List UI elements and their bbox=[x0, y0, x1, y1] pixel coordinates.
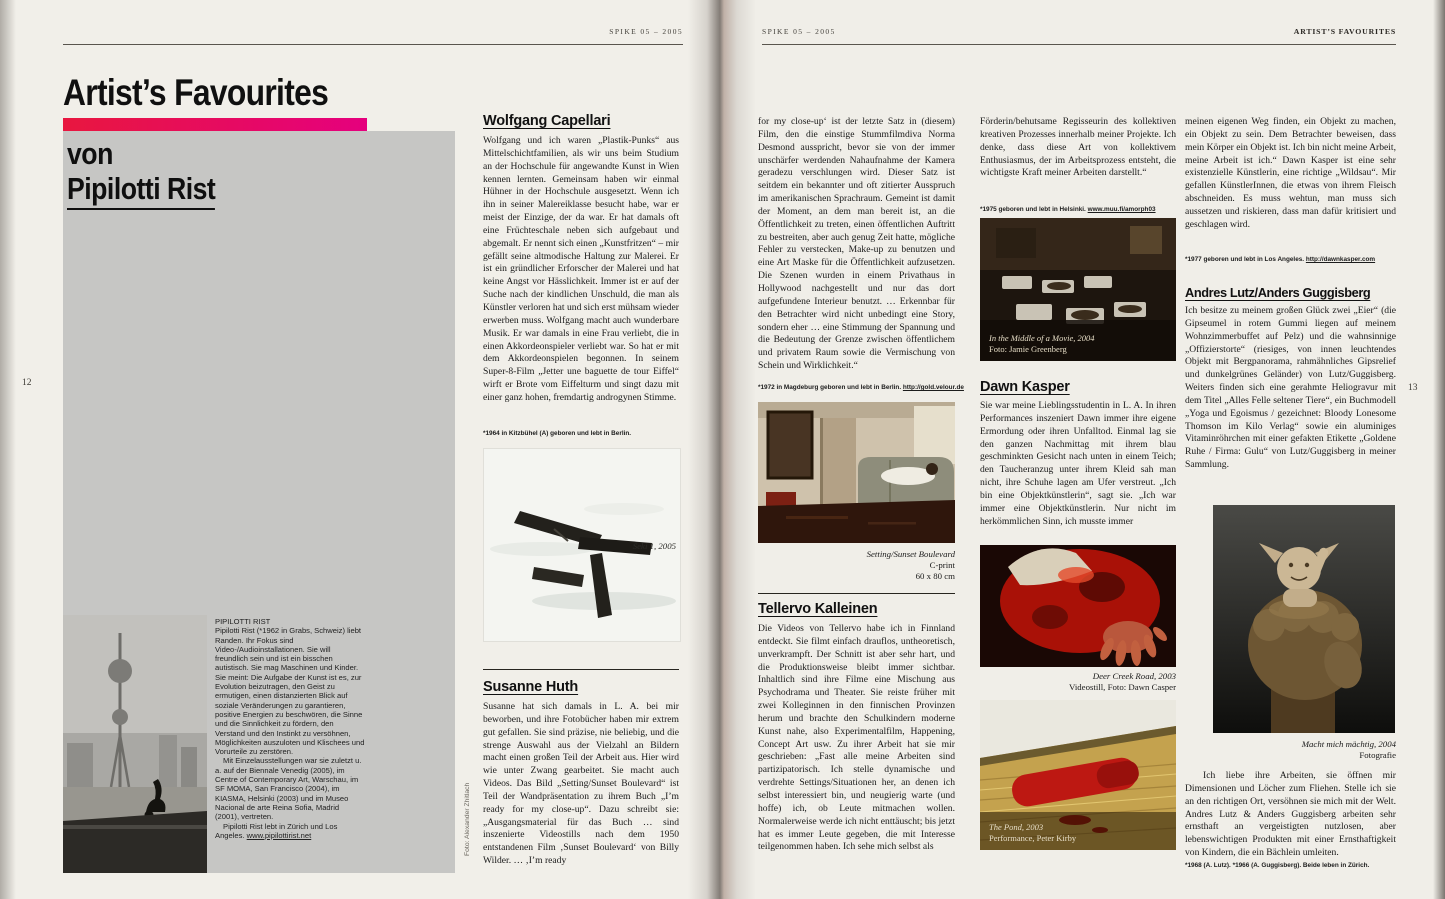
text-huth: Susanne hat sich damals in L. A. bei mir beworben, und ihre Fotobücher haben mir extrem gut gefallen. Sie sind präzise, nie beliebig, und die strenge Auswahl aus der Vielzahl an Bildern macht einen großen Teil der Arbeit aus. Hier wird wie unter Zwang gearbeitet. Sie macht auch Videos. Das Bild „Setting/Sunset Boulevard“ ist Teil der Wandpräsentation zu ihrem Buch „I’m ready for my close-up“. Dazu schreibt sie: „Ausgangsmaterial für das Buch … sind inszenierte Videostills nach dem 1950 entstandenen Film ‚Sunset Boulevard‘ von Billy Wilder. … ‚I’m ready bbox=[483, 701, 679, 867]
caption-deer-credit: Videostill, Foto: Dawn Casper bbox=[1069, 682, 1176, 692]
sculpture-illustration bbox=[1213, 505, 1395, 733]
caption-sculpture-title: Macht mich mächtig, 2004 bbox=[1301, 739, 1396, 749]
heading-tellervo-kalleinen: Tellervo Kalleinen bbox=[758, 601, 878, 617]
footnote-kasper-text: *1977 geboren und lebt in Los Angeles. bbox=[1185, 256, 1306, 263]
bio-paragraph-2: Mit Einzelausstellungen war sie zuletzt u. a. auf der Biennale Venedig (2005), im Centre of Contemporary Art, Warschau, im SF MOMA, San Francisco (2004), im KIASMA, Helsinki (2003) und im Museo Nacional de arte Reina Sofia, Madrid (2001), vertreten. bbox=[215, 756, 362, 822]
link-kasper-website[interactable]: http://dawnkasper.com bbox=[1305, 256, 1376, 263]
photo-seki bbox=[483, 448, 681, 642]
byline bbox=[67, 136, 215, 210]
text-kasper: Sie war meine Lieblingsstudentin in L. A. In ihren Performances inszeniert Dawn immer ihre eigene Ermordung oder ihren Unfalltod. Einmal lag sie den ganzen Nachmittag mit ihrem blau geschminkten Gesicht nach unten in einem Teich; den Taucheranzug unter ihrem Kleid sah man nicht, ihre Schuhe lagen am Ufer verstreut. „Ich bin eine Objektkünstlerin“, sagt sie. „Ich war immer eine Objektkünstlerin. Nur nicht im herkömmlichen Sinn, ich musste immer bbox=[980, 400, 1176, 527]
bio-paragraph-1: Pipilotti Rist (*1962 in Grabs, Schweiz) liebt Randen. Ihr Fokus sind Video-/Audioinstallationen. Sie will freundlich sein und ist ein bisschen autistisch. Sie mag Maschinen und Kinder. Sie meint: Die Aufgabe der Kunst ist es, zur Evolution beizutragen, den Geist zu ermutigen, einen distanzierten Blick auf soziale Veränderungen zu garantieren, positive Energien zu beschwören, die Sinne und die Sinnlichkeit zu fördern, den Verstand und den Instinkt zu versöhnen, Möglichkeiten auszuloten und Klischees und Vorurteile zu zerstören. bbox=[215, 626, 365, 757]
photo-pipilotti-portrait bbox=[63, 615, 207, 873]
photo-sunset-boulevard bbox=[758, 402, 955, 543]
portrait-illustration bbox=[63, 615, 207, 873]
caption-pond-credit: Performance, Peter Kirby bbox=[989, 832, 1077, 843]
bio-website-link[interactable]: www.pipilottirist.net bbox=[246, 830, 312, 840]
caption-pond bbox=[989, 822, 1076, 843]
photo-credit-vertical: Foto: Alexander Zhitlach bbox=[464, 782, 471, 856]
header-rule-left bbox=[63, 44, 683, 45]
caption-sculpture bbox=[1185, 739, 1396, 761]
link-kalleinen-website[interactable]: www.muu.fi/amorph03 bbox=[1087, 206, 1156, 213]
running-head-right: SPIKE 05 – 2005 bbox=[762, 27, 836, 36]
bio-heading: PIPILOTTI RIST bbox=[215, 617, 271, 626]
caption-seki: Seki 1, 2005 bbox=[632, 541, 676, 551]
caption-deer-creek bbox=[980, 671, 1176, 693]
byline-name-row bbox=[67, 171, 215, 210]
heading-wolfgang-capellari: Wolfgang Capellari bbox=[483, 113, 611, 129]
text-kalleinen: Die Videos von Tellervo habe ich in Finnland entdeckt. Sie filmt einfach drauflos, untheoretisch, unverkrampft. Der Schnitt ist aber sehr hart, und die Produktionsweise bleibt immer sichtbar. Inhaltlich sind ihre Filme eine Mischung aus Psychodrama und Theater. Sie reiste früher mit zwei Kolleginnen in den finnischen Provinzen herum und brachte den Schulkindern moderne Kunst nahe, also Experimentalfilm, Happening, Concept Art usw. Zu ihrer Arbeit hat sie mir geschrieben: „Fast alle meine Arbeiten sind partizipatorisch. Ich stelle dynamische und verdrehte Settings/Situationen her, an denen ich selbst interessiert bin, und neugierig warte (und hoffe) ich, ob Leute mitmachen wollen. Normalerweise werde ich nicht enttäuscht; bis jetzt hat es immer Leute gegeben, die mit Interesse teilgenommen haben. Ich sehe mich selbst als bbox=[758, 623, 955, 853]
heading-dawn-kasper: Dawn Kasper bbox=[980, 379, 1070, 395]
heading-susanne-huth: Susanne Huth bbox=[483, 679, 579, 695]
text-capellari: Wolfgang und ich waren „Plastik-Punks“ aus Mittelschichtfamilien, als wir uns beim Studium an der Hochschule für angewandte Kunst in Wien kennen lernten. Gemeinsam haben wir einmal Hühner in der Hochschule ausgesetzt. Wenn ich ihn in seiner Malereiklasse besucht habe, war er meist der Einzige, der da war. Er hat damals oft eine Früchteschale neben sich aufgebaut und abgemalt. Er nennt sich einen „Kunstfritzen“ – mir gefällt seine altmodische Haltung zur Malerei. Er ist ein gründlicher Erforscher der Malerei und hat keine Angst vor Hässlichkeit. Immer ist er auf der Suche nach der kindlichen Unschuld, die man als Künstler verloren hat und sich erst mühsam wieder erwerben muss. Wolfgang macht auch wunderbare Musik. Er war damals in eine Frau verliebt, die in einen Akkordeonspieler verliebt war. So hat er mit dem Akkordeonspielen begonnen. In seinem Super-8-Film „Jetter une baguette de tour Eiffel“ wirft er Brote vom Eiffelturm und singt dazu mit einer ganz hohen, fremdartig androgynen Stimme. bbox=[483, 135, 679, 403]
caption-sunset-boulevard bbox=[758, 549, 955, 582]
caption-sunset-medium: C-print bbox=[929, 560, 955, 570]
text-huth-continued: for my close-up‘ ist der letzte Satz in (diesem) Film, den die einstige Stummfilmdiva Norma Desmond ausspricht, bevor sie von der immer unschärfer werdenden Nahaufnahme der Kamera geradezu verschlungen wird. Dieser Satz ist seitdem ein bekannter und oft zitierter Ausspruch im amerikanischen Sprachraum. Gemeint ist damit der Moment, an dem man bereit ist, an die Öffentlichkeit zu treten, einen öffentlichen Auftritt zu bestreiten, aber auch genug Zeit hatte, mögliche Fehler zu verstecken, Make-up zu benutzen und eine Art Maske für die Öffentlichkeit aufzusetzen. Die Szenen wurden in einem Privathaus in Hollywood nachgestellt und nur das dort aufgefundene Interieur benutzt. … Erkennbar für den Betrachter wird nicht unbedingt eine Story, sondern eher … eine Stimmung der Spannung und die Bedeutung der Grenze zwischen öffentlichem und privatem Raum sowie die Vermischung von Schein und Wirklichkeit.“ bbox=[758, 116, 955, 372]
artist-bio bbox=[215, 617, 365, 840]
caption-sunset-title: Setting/Sunset Boulevard bbox=[866, 549, 955, 559]
header-rule-right bbox=[762, 44, 1396, 45]
link-huth-website[interactable]: http://gold.velour.de bbox=[902, 384, 964, 391]
byline-name: Pipilotti Rist bbox=[67, 171, 215, 210]
deer-creek-illustration bbox=[980, 545, 1176, 667]
footnote-kalleinen-text: *1975 geboren und lebt in Helsinki. bbox=[980, 206, 1088, 213]
section-title: ARTIST’S FAVOURITES bbox=[1293, 27, 1396, 36]
caption-movie-title: In the Middle of a Movie, 2004 bbox=[989, 333, 1095, 344]
caption-pond-title: The Pond, 2003 bbox=[989, 822, 1044, 833]
footnote-lutz: *1968 (A. Lutz). *1966 (A. Guggisberg). Beide leben in Zürich. bbox=[1185, 862, 1370, 869]
caption-sunset-size: 60 x 80 cm bbox=[915, 571, 955, 581]
page-number-right: 13 bbox=[1408, 383, 1418, 393]
section-divider bbox=[483, 669, 679, 670]
text-lutz: Ich besitze zu meinem großen Glück zwei „Eier“ (die Gipseumel in rotem Gummi liegen auf meinem Wohnzimmerbuffet auf Pelz) und die wahnsinnige „Offizierstorte“ (riesiges, von innen leuchtendes Objekt mit Bergpanorama, rahmähnliches Gipsrelief und dunkelgrünes Geländer) von Lutz/Guggisberg. Weiters finden sich eine gerahmte Heliogravur mit dem Titel „Alles Felle seltener Tiere“, ein Buchmodell „Yoga und Egoismus / gezeichnet: Bloody Lonesome Thomson im Kilo Verlag“ sowie ein aluminiges Vitaminröhrchen mit einer gefakten Etikette „Goldene Ruhe / Firma: Gulu“ von Lutz/Guggisberg in meiner Sammlung. bbox=[1185, 305, 1396, 471]
text-kasper-continued: meinen eigenen Weg finden, ein Objekt zu machen, ein Objekt zu sein. Dem Betrachter beweisen, dass mein Körper ein Objekt ist. Ich bin nicht meine Arbeit, meine Arbeit ist ich.“ Dawn Kasper ist eine sehr existenzielle Künstlerin, eine richtige „Wildsau“. Mir gefallen KünstlerInnen, die etwas von ihrem Fleisch abschneiden. Es muss wehtun, man muss sich aussetzen und riskieren, dass man dafür kritisiert und geschlagen wird. bbox=[1185, 116, 1396, 230]
photo-deer-creek-road bbox=[980, 545, 1176, 667]
section-divider bbox=[758, 593, 955, 594]
footnote-capellari: *1964 in Kitzbühel (A) geboren und lebt in Berlin. bbox=[483, 430, 632, 437]
sunset-boulevard-illustration bbox=[758, 402, 955, 543]
caption-movie bbox=[989, 333, 1095, 354]
text-kalleinen-continued: Förderin/behutsame Regisseurin des kollektiven kreativen Prozesses innerhalb meiner Projekte. Ich denke, dass diese Art von kollektivem Enthusiasmus, der im Arbeitsprozess entsteht, die wichtigste Kraft meiner Arbeiten darstellt.“ bbox=[980, 116, 1176, 179]
photo-macht-mich-maechtig bbox=[1213, 505, 1395, 733]
page-title: Artist’s Favourites bbox=[63, 72, 329, 113]
footnote-huth-text: *1972 in Magdeburg geboren und lebt in Berlin. bbox=[758, 384, 903, 391]
caption-sculpture-medium: Fotografie bbox=[1359, 750, 1396, 760]
footnote-kasper bbox=[1185, 256, 1375, 265]
photo-in-the-middle-of-a-movie bbox=[980, 218, 1176, 361]
page-number-left: 12 bbox=[22, 378, 32, 388]
byline-prefix: von bbox=[67, 136, 113, 171]
bio-paragraph-3 bbox=[215, 822, 365, 841]
footnote-huth bbox=[758, 384, 964, 393]
photo-the-pond bbox=[980, 700, 1176, 850]
heading-lutz-guggisberg: Andres Lutz/Anders Guggisberg bbox=[1185, 285, 1371, 300]
caption-movie-credit: Foto: Jamie Greenberg bbox=[989, 343, 1067, 354]
accent-gradient-bar bbox=[63, 118, 367, 131]
running-head-left: SPIKE 05 – 2005 bbox=[609, 27, 683, 36]
footnote-kalleinen bbox=[980, 206, 1156, 215]
caption-deer-title: Deer Creek Road, 2003 bbox=[1092, 671, 1176, 681]
text-lutz-closing: Ich liebe ihre Arbeiten, sie öffnen mir Dimensionen und Löcher zum Fliehen. Stelle ich sie an den richtigen Ort, versöhnen sie mich mit der Welt. Andres Lutz & Anders Guggisberg arbeiten sehr ernsthaft an vergeistigten nutzlosen, aber lebenswichtigen Produkten mit einer Ernsthaftigkeit von Kindern, die ein Bächlein umleiten. bbox=[1185, 770, 1396, 859]
bio-paragraph-3-text: Pipilotti Rist lebt in Zürich und Los Angeles. bbox=[215, 821, 338, 840]
